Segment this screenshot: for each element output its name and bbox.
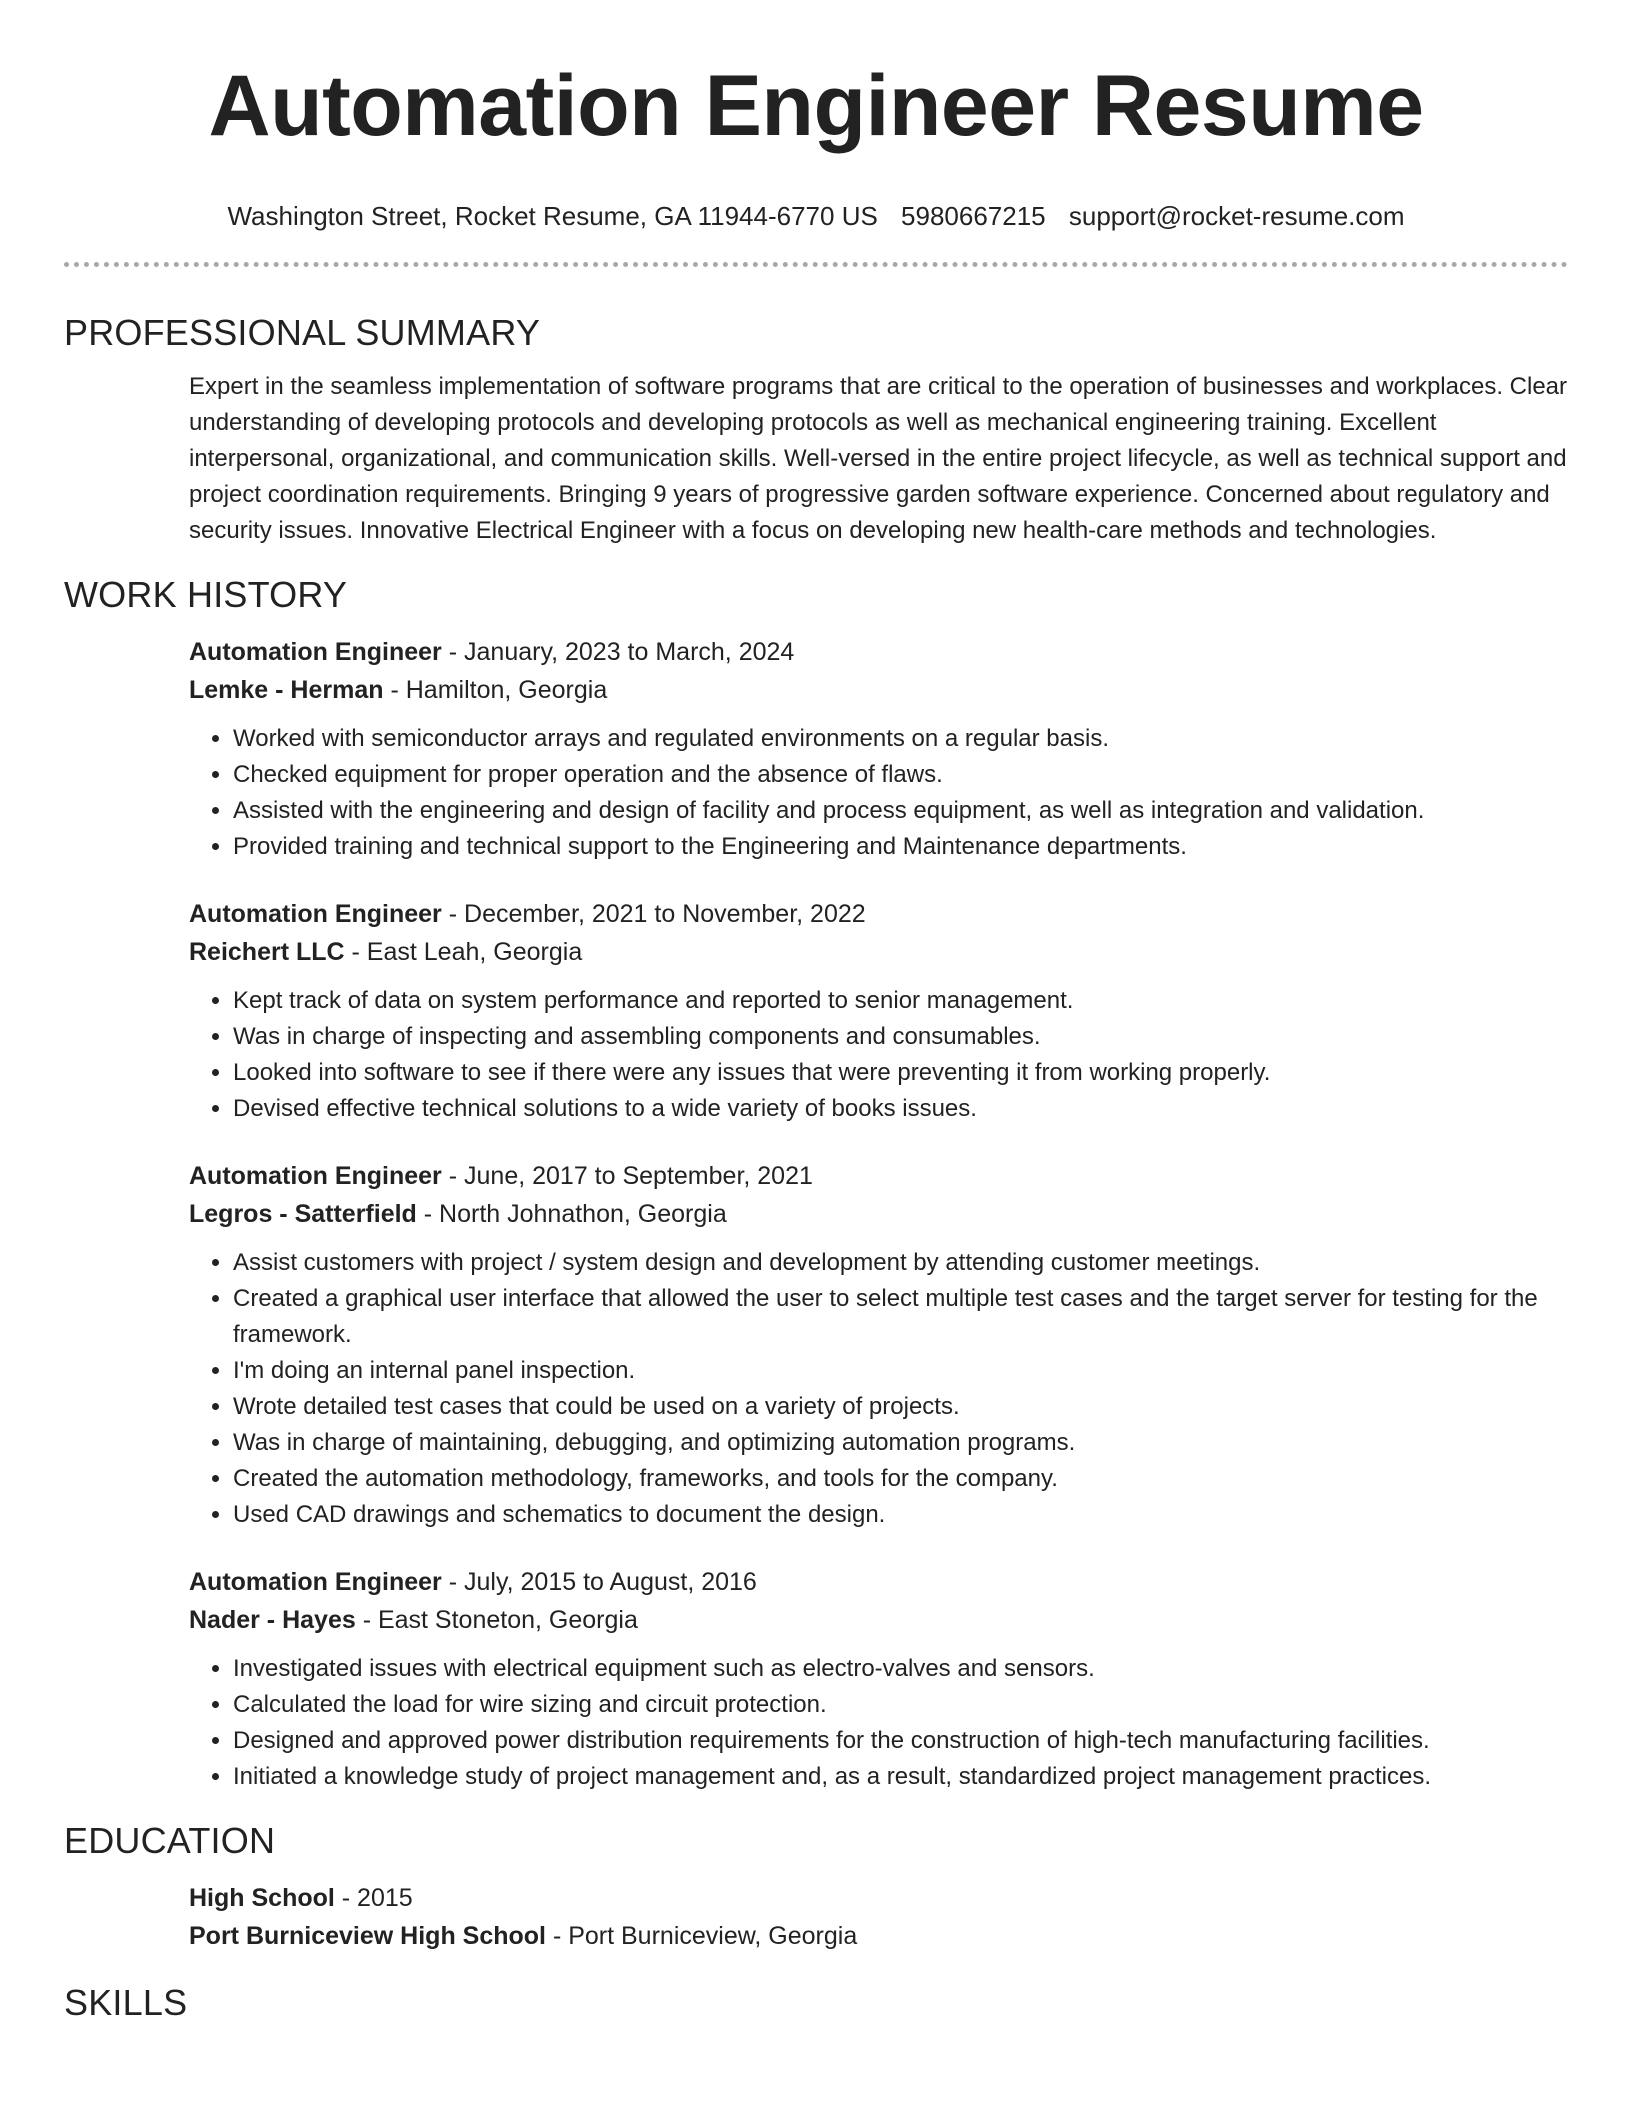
- summary-text: Expert in the seamless implementation of software programs that are critical to the operation of businesses and workplaces. Clear understanding of developing protocols and developing protocols as well as mechanical engineering training. Excellent interpersonal, organizational, and communication skills. Well-versed in the entire project lifecycle, as well as technical support and project coordination requirements. Bringing 9 years of progressive garden software experience. Concerned about regulatory and security issues. Innovative Electrical Engineer with a focus on developing new health-care methods and technologies.: [189, 373, 1568, 544]
- list-item: • Devised effective technical solutions to a wide variety of books issues.: [233, 1091, 1568, 1127]
- job-entry: [189, 1157, 1568, 1533]
- job-bullets: [189, 983, 1568, 1127]
- job-location: - Hamilton, Georgia: [383, 676, 608, 704]
- list-item: • Assist customers with project / system design and development by attending customer meetings.: [233, 1245, 1568, 1281]
- skills-section: [64, 1981, 1568, 2025]
- job-title: Automation Engineer: [189, 1162, 442, 1190]
- education-section: [64, 1819, 1568, 1955]
- list-item: • Provided training and technical support to the Engineering and Maintenance departments.: [233, 829, 1568, 865]
- work-history-section: [64, 573, 1568, 1795]
- education-location: - Port Burniceview, Georgia: [546, 1922, 858, 1950]
- job-title: Automation Engineer: [189, 900, 442, 928]
- list-item: • Worked with semiconductor arrays and regulated environments on a regular basis.: [233, 721, 1568, 757]
- list-item: • Checked equipment for proper operation and the absence of flaws.: [233, 757, 1568, 793]
- list-item: • Wrote detailed test cases that could be used on a variety of projects.: [233, 1389, 1568, 1425]
- job-entry: [189, 1563, 1568, 1795]
- list-item: • Was in charge of maintaining, debugging, and optimizing automation programs.: [233, 1425, 1568, 1461]
- list-item: • Investigated issues with electrical equipment such as electro-valves and sensors.: [233, 1651, 1568, 1687]
- job-location: - East Stoneton, Georgia: [355, 1606, 638, 1634]
- list-item: • Designed and approved power distribution requirements for the construction of high-tech manufacturing facilities.: [233, 1723, 1568, 1759]
- job-title-line: [189, 1563, 1568, 1601]
- job-bullets: [189, 1245, 1568, 1533]
- work-history-heading: WORK HISTORY: [64, 574, 348, 615]
- education-degree: High School: [189, 1884, 335, 1912]
- list-item: • Created a graphical user interface that allowed the user to select multiple test cases and the target server for testing for the framework.: [233, 1281, 1568, 1353]
- job-company-line: [189, 933, 1568, 971]
- job-company: Reichert LLC: [189, 938, 345, 966]
- job-company-line: [189, 671, 1568, 709]
- list-item: • Was in charge of inspecting and assembling components and consumables.: [233, 1019, 1568, 1055]
- job-dates: - June, 2017 to September, 2021: [441, 1162, 813, 1190]
- summary-heading: PROFESSIONAL SUMMARY: [64, 312, 541, 353]
- education-year: - 2015: [334, 1884, 413, 1912]
- job-company: Nader - Hayes: [189, 1606, 356, 1634]
- job-bullets: [189, 1651, 1568, 1795]
- list-item: • Kept track of data on system performance and reported to senior management.: [233, 983, 1568, 1019]
- job-title: Automation Engineer: [189, 1568, 442, 1596]
- summary-section: [64, 311, 1568, 549]
- resume-title: Automation Engineer Resume: [208, 58, 1424, 154]
- contact-address: Washington Street, Rocket Resume, GA 11944-6770 US: [227, 201, 878, 231]
- job-title: Automation Engineer: [189, 638, 442, 666]
- contact-phone: 5980667215: [901, 201, 1046, 231]
- job-bullets: [189, 721, 1568, 865]
- job-entry: [189, 895, 1568, 1127]
- education-heading: EDUCATION: [64, 1820, 276, 1861]
- job-company: Legros - Satterfield: [189, 1200, 417, 1228]
- job-location: - East Leah, Georgia: [344, 938, 583, 966]
- job-title-line: [189, 1157, 1568, 1195]
- education-school: Port Burniceview High School: [189, 1922, 546, 1950]
- skills-heading: SKILLS: [64, 1982, 188, 2023]
- job-title-line: [189, 895, 1568, 933]
- job-location: - North Johnathon, Georgia: [416, 1200, 727, 1228]
- list-item: • Assisted with the engineering and design of facility and process equipment, as well as integration and validation.: [233, 793, 1568, 829]
- job-entry: [189, 633, 1568, 865]
- job-dates: - January, 2023 to March, 2024: [441, 638, 795, 666]
- education-school-line: [189, 1917, 1568, 1955]
- job-company: Lemke - Herman: [189, 676, 384, 704]
- resume-page: [64, 0, 1568, 2025]
- list-item: • Created the automation methodology, frameworks, and tools for the company.: [233, 1461, 1568, 1497]
- job-title-line: [189, 633, 1568, 671]
- job-dates: - December, 2021 to November, 2022: [441, 900, 866, 928]
- education-degree-line: [189, 1879, 1568, 1917]
- list-item: • Looked into software to see if there were any issues that were preventing it from working properly.: [233, 1055, 1568, 1091]
- contact-email: support@rocket-resume.com: [1068, 201, 1405, 231]
- job-dates: - July, 2015 to August, 2016: [441, 1568, 757, 1596]
- dotted-divider: [64, 262, 1568, 267]
- list-item: • Initiated a knowledge study of project management and, as a result, standardized project management practices.: [233, 1759, 1568, 1795]
- contact-info: [64, 200, 1568, 232]
- job-company-line: [189, 1601, 1568, 1639]
- list-item: • I'm doing an internal panel inspection.: [233, 1353, 1568, 1389]
- list-item: • Used CAD drawings and schematics to document the design.: [233, 1497, 1568, 1533]
- list-item: • Calculated the load for wire sizing and circuit protection.: [233, 1687, 1568, 1723]
- job-company-line: [189, 1195, 1568, 1233]
